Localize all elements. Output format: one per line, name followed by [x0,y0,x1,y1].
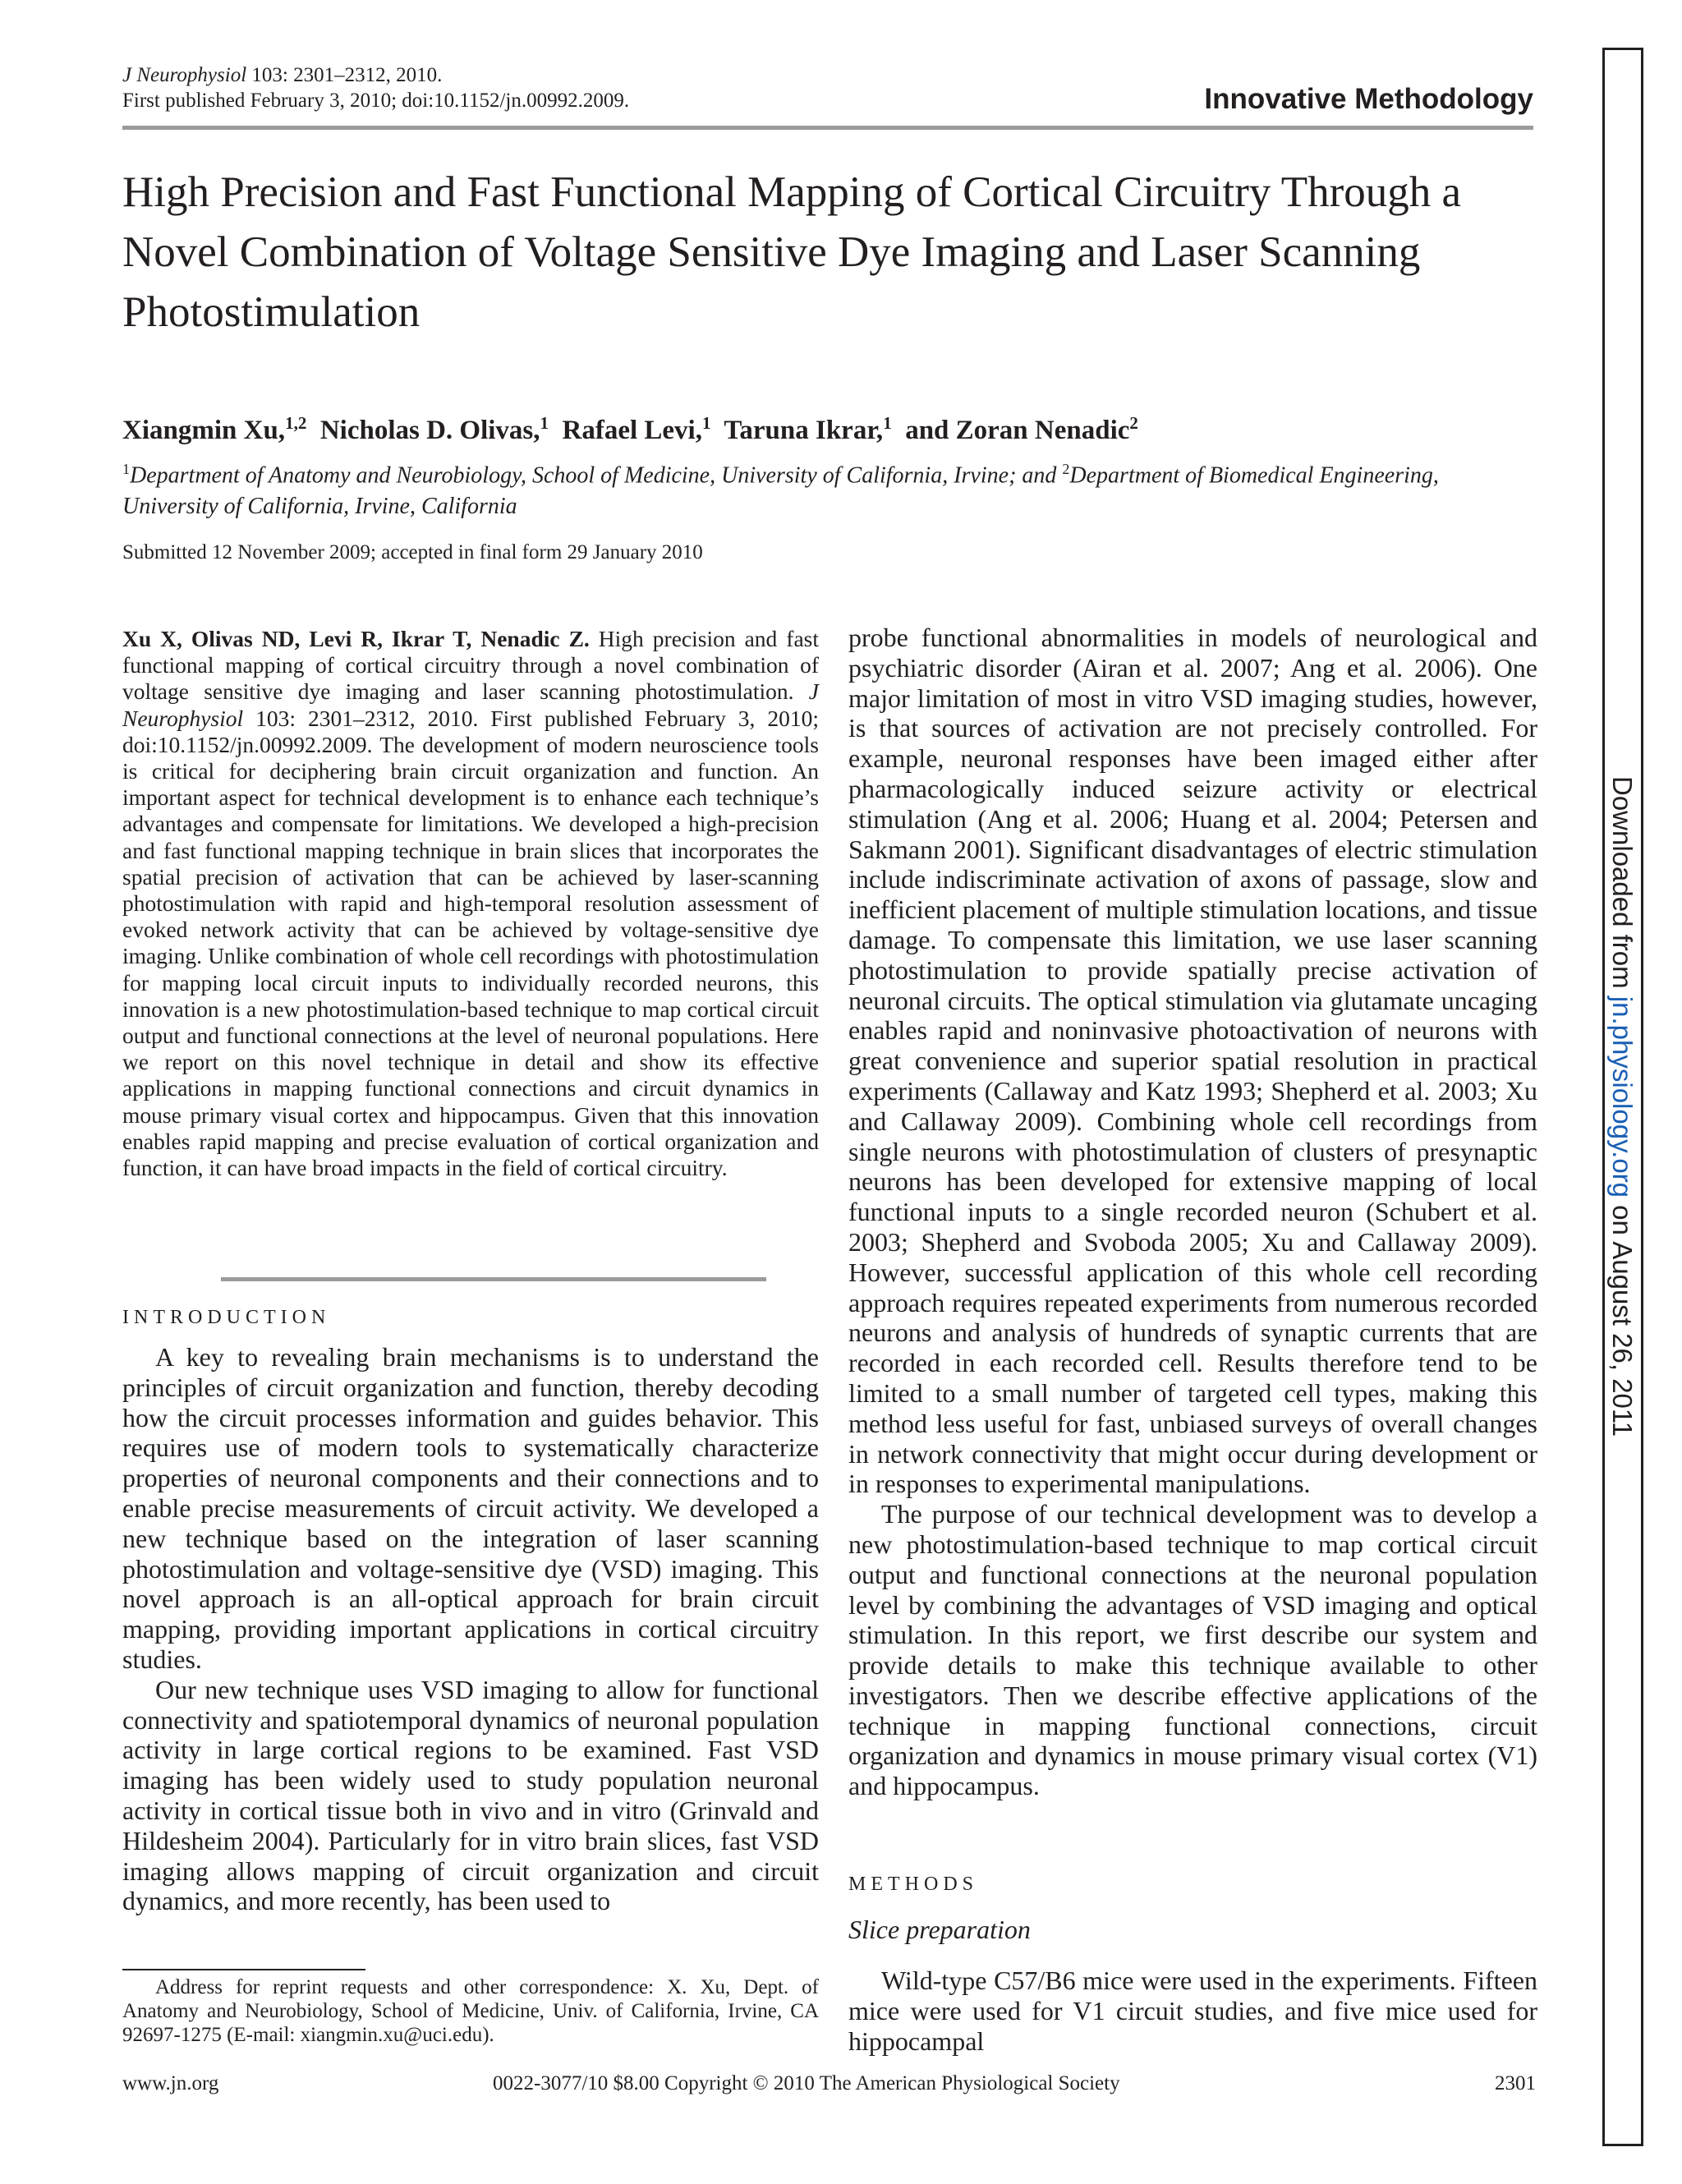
abstract [122,626,819,1181]
methods-text [848,1966,1537,2056]
introduction-paragraph: Our new technique uses VSD imaging to allow for functional connectivity and spatiotemporal dynamics of neuronal population activity in large cortical regions to be examined. Fast VSD imaging has been widely used to study population neuronal activity in cortical tissue both in vivo and in vitro (Grinvald and Hildesheim 2004). Particularly for in vitro brain slices, fast VSD imaging allows mapping of circuit organization and circuit dynamics, and more recently, has been used to [122,1674,819,1916]
journal-website: www.jn.org [122,2072,219,2094]
abstract-body: The development of modern neuroscience tools is critical for deciphering brain circuit organization and function. An important aspect for technical development is to enhance each technique’s advantages and compensate for limitations. We developed a high-precision and fast functional mapping technique in brain slices that incorporates the spatial precision of activation that can be achieved by laser-scanning photostimulation with rapid and high-temporal resolution assessment of evoked network activity that can be achieved by voltage-sensitive dye imaging. Unlike combination of whole cell recordings with photostimulation for mapping local circuit inputs to individually recorded neurons, this innovation is a new photostimulation-based technique to map cortical circuit output and functional connections at the level of neuronal populations. Here we report on this novel technique in detail and show its effective applications in mapping functional connections and circuit dynamics in mouse primary visual cortex and hippocampus. Given that this innovation enables rapid mapping and precise evaluation of cortical organization and function, it can have broad impacts in the field of cortical circuitry. [122,731,819,1181]
author-name: Rafael Levi, [562,416,702,445]
author-list [122,413,1138,446]
methods-paragraph: Wild-type C57/B6 mice were used in the experiments. Fifteen mice were used for V1 circuit studies, and five mice used for hippocampal [848,1966,1537,2056]
copyright-line: 0022-3077/10 $8.00 Copyright © 2010 The American Physiological Society [493,2072,1120,2094]
author-affiliation-mark: 1 [540,413,549,433]
right-column-text [848,623,1537,1801]
page-number: 2301 [1495,2072,1536,2094]
body-paragraph: probe functional abnormalities in models of neurological and psychiatric disorder (Airan et al. 2007; Ang et al. 2006). One major limitation of most in vitro VSD imaging studies, however, is that sources of activation are not precisely controlled. For example, neuronal responses have been imaged either after pharmacologically induced seizure activity or electrical stimulation (Ang et al. 2006; Huang et al. 2004; Petersen and Sakmann 2001). Significant disadvantages of electric stimulation include indiscriminate activation of axons of passage, slow and inefficient placement of multiple stimulation locations, and tissue damage. To compensate this limitation, we use laser scanning photostimulation to provide spatially precise activation of neuronal circuits. The optical stimulation via glutamate uncaging enables rapid and noninvasive photoactivation of neurons with great convenience and superior spatial resolution in practical experiments (Callaway and Katz 1993; Shepherd et al. 2003; Xu and Callaway 2009). Combining whole cell recordings from single neurons with photostimulation of clusters of presynaptic neurons has been developed for extensive mapping of local functional inputs to a single recorded neuron (Schubert et al. 2003; Shepherd and Svoboda 2005; Xu and Callaway 2009). However, successful application of this whole cell recording approach requires repeated experiments from numerous recorded neurons and analysis of hundreds of synaptic currents that are recorded in each recorded cell. Results therefore tend to be limited to a small number of targeted cell types, making this method less useful for fast, unbiased surveys of overall changes in network connectivity that might occur during development or in responses to experimental manipulations. [848,623,1537,1499]
introduction-text [122,1342,819,1916]
affiliation-mark: 2 [1062,461,1070,477]
affiliations [122,453,1535,522]
correspondence-footnote: Address for reprint requests and other correspondence: X. Xu, Dept. of Anatomy and Neurobiology, School of Medicine, Univ. of California, Irvine, CA 92697-1275 (E-mail: xiangmin.xu@uci.edu). [122,1976,819,2046]
section-label: Innovative Methodology [1204,83,1533,115]
abstract-citation-rest: 103: 2301–2312, 2010. First published February 3, 2010; doi:10.1152/jn.00992.2009. [122,705,819,757]
journal-volume: 103: 2301–2312, 2010. [246,64,443,86]
published-line: First published February 3, 2010; doi:10.1152/jn.00992.2009. [122,90,630,112]
slice-preparation-subheading: Slice preparation [848,1915,1031,1944]
introduction-paragraph: A key to revealing brain mechanisms is to understand the principles of circuit organization and function, thereby decoding how the circuit processes information and guides behavior. This requires use of modern tools to systematically characterize properties of neuronal components and their connections and to enable precise measurements of circuit activity. We developed a new technique based on the integration of laser scanning photostimulation and voltage-sensitive dye (VSD) imaging. This novel approach is an all-optical approach for brain circuit mapping, providing important applications in cortical circuitry studies. [122,1342,819,1674]
abstract-citation-title: High precision and fast functional mapping of cortical circuitry through a novel combination of voltage sensitive dye imaging and laser scanning photostimulation. [122,626,819,705]
abstract-divider [221,1277,766,1281]
abstract-citation-authors: Xu X, Olivas ND, Levi R, Ikrar T, Nenadic Z. [122,626,590,651]
author-affiliation-mark: 1 [701,413,711,433]
affiliation-2: Department of Biomedical Engineering, University of California, Irvine, California [122,462,1439,520]
author-affiliation-mark: 1,2 [285,413,307,433]
download-source-link[interactable]: jn.physiology.org [1607,995,1638,1198]
download-banner-date: on August 26, 2011 [1607,1198,1638,1437]
body-paragraph: The purpose of our technical development was to develop a new photostimulation-based technique to map cortical circuit output and functional connections at the neuronal population level by combining the advantages of VSD imaging and optical stimulation. In this report, we first describe our system and provide details to make this technique available to other investigators. Then we describe effective applications of the technique in mapping functional connections, circuit organization and dynamics in mouse primary visual cortex (V1) and hippocampus. [848,1499,1537,1801]
methods-heading: METHODS [848,1874,979,1895]
journal-name: J Neurophysiol [122,64,247,86]
author-name: Xiangmin Xu, [122,416,286,445]
author-affiliation-mark: 1 [883,413,892,433]
author-name: and Zoran Nenadic [905,416,1130,445]
introduction-heading: INTRODUCTION [122,1307,331,1328]
author-affiliation-mark: 2 [1129,413,1138,433]
affiliation-mark: 1 [122,461,130,477]
author-name: Nicholas D. Olivas, [319,416,540,445]
header-divider [122,126,1533,130]
article-title: High Precision and Fast Functional Mapping of Cortical Circuitry Through a Novel Combination of Voltage Sensitive Dye Imaging and Laser Scanning Photostimulation [122,168,1462,336]
journal-citation [122,62,442,88]
download-banner [1606,776,1638,1437]
author-name: Taruna Ikrar, [724,416,884,445]
affiliation-1: Department of Anatomy and Neurobiology, School of Medicine, University of California, Irvine; and [130,462,1063,489]
footnote-divider [122,1969,365,1970]
download-banner-prefix: Downloaded from [1607,776,1638,996]
abstract-citation-journal: J Neurophysiol [122,678,819,731]
submission-dates: Submitted 12 November 2009; accepted in final form 29 January 2010 [122,541,703,563]
